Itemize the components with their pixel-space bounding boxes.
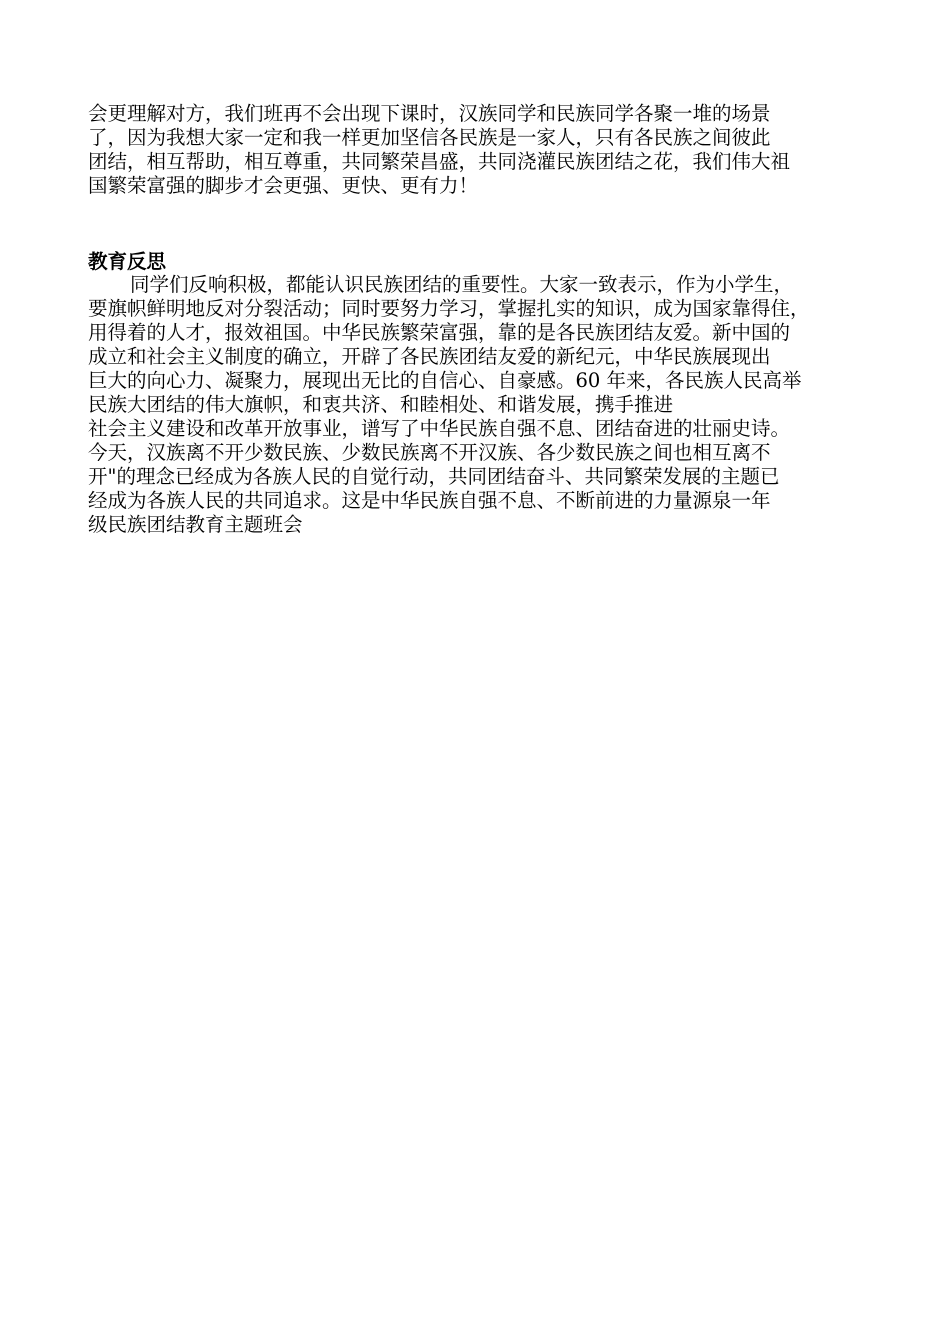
paragraph-line: 了，因为我想大家一定和我一样更加坚信各民族是一家人，只有各民族之间彼此: [88, 126, 771, 149]
paragraph-line: 民族大团结的伟大旗帜，和衷共济、和睦相处、和谐发展，携手推进: [88, 393, 674, 416]
paragraph-line: 团结，相互帮助，相互尊重，共同繁荣昌盛，共同浇灌民族团结之花，我们伟大祖: [88, 150, 791, 173]
paragraph-line: 级民族团结教育主题班会: [88, 513, 303, 536]
paragraph-line: 国繁荣富强的脚步才会更强、更快、更有力！: [88, 174, 479, 197]
paragraph-line: 同学们反响积极，都能认识民族团结的重要性。大家一致表示，作为小学生，: [130, 273, 794, 296]
paragraph-line: 社会主义建设和改革开放事业，谱写了中华民族自强不息、团结奋进的壮丽史诗。: [88, 417, 791, 440]
paragraph-line: 要旗帜鲜明地反对分裂活动；同时要努力学习，掌握扎实的知识，成为国家靠得住，: [88, 297, 810, 320]
paragraph-line: 巨大的向心力、凝聚力，展现出无比的自信心、自豪感。60 年来，各民族人民高举: [88, 369, 802, 392]
reflection-paragraph: [88, 273, 878, 537]
paragraph-line: 用得着的人才，报效祖国。中华民族繁荣富强，靠的是各民族团结友爱。新中国的: [88, 321, 791, 344]
paragraph-line: 成立和社会主义制度的确立，开辟了各民族团结友爱的新纪元，中华民族展现出: [88, 345, 771, 368]
paragraph-line: 会更理解对方，我们班再不会出现下课时，汉族同学和民族同学各聚一堆的场景: [88, 102, 771, 125]
paragraph-line: 今天，汉族离不开少数民族、少数民族离不开汉族、各少数民族之间也相互离不: [88, 441, 771, 464]
paragraph-line: 开"的理念已经成为各族人民的自觉行动，共同团结奋斗、共同繁荣发展的主题已: [88, 465, 780, 488]
intro-paragraph: [88, 102, 878, 198]
paragraph-line: 经成为各族人民的共同追求。这是中华民族自强不息、不断前进的力量源泉一年: [88, 489, 771, 512]
section-heading: 教育反思: [88, 250, 167, 273]
